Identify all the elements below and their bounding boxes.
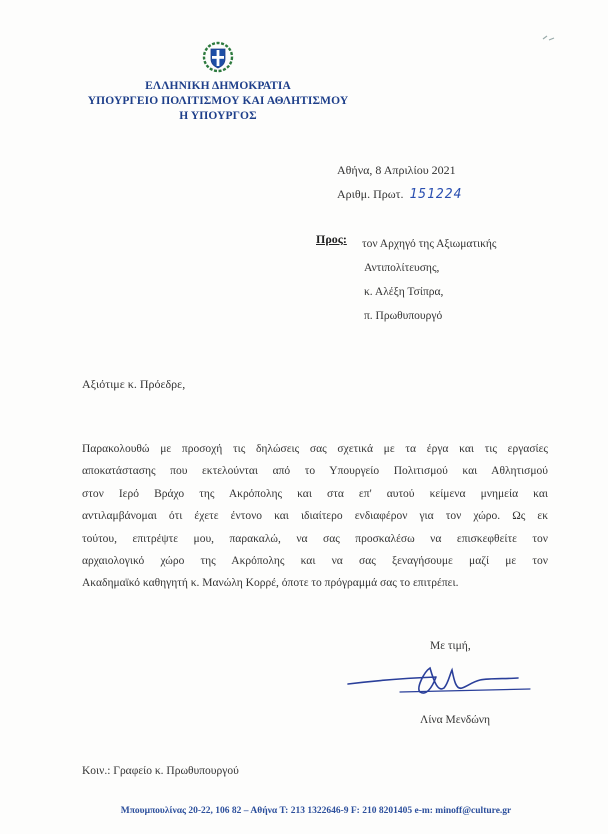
scan-mark-icon: [542, 34, 556, 44]
handwritten-signature: [340, 658, 540, 708]
body-line: αντιλαμβάνομαι ότι έχετε έντονο και ιδιαίτερο ενδιαφέρον για τον χώρο. Ως εκ: [82, 510, 548, 523]
body-line: Παρακολουθώ με προσοχή τις δηλώσεις σας σχετικά με τα έργα και τις εργασίες: [82, 443, 548, 455]
body-line: στον Ιερό Βράχο της Ακρόπολης και στα επ' αυτού κείμενα μνημεία και: [82, 487, 548, 500]
body-line: αρχαιολογικό χώρο της Ακρόπολης και να σας ξεναγήσουμε μαζί με τον: [82, 555, 548, 568]
footer-address: Μπουμπουλίνας 20-22, 106 82 – Αθήνα T: 213 1322646-9 F: 210 8201405 e-m: minoff@culture.gr: [120, 806, 512, 816]
letterhead-ministry: ΥΠΟΥΡΓΕΙΟ ΠΟΛΙΤΙΣΜΟΥ ΚΑΙ ΑΘΛΗΤΙΣΜΟΥ: [87, 95, 349, 107]
protocol-line: [337, 182, 462, 207]
body-line: αποκατάστασης που εκτελούνται από το Υπουργείο Πολιτισμού και Αθλητισμού: [82, 465, 548, 478]
recipient-line: τον Αρχηγό της Αξιωματικής: [362, 238, 497, 250]
signer-name: Λίνα Μενδώνη: [420, 714, 490, 726]
letter-body: [82, 438, 548, 595]
cc-line: Κοιν.: Γραφείο κ. Πρωθυπουργού: [82, 765, 239, 777]
closing: Με τιμή,: [430, 640, 471, 652]
recipient-line: π. Πρωθυπουργό: [364, 310, 443, 322]
letter-meta: [337, 158, 462, 207]
letterhead-minister: Η ΥΠΟΥΡΓΟΣ: [179, 110, 257, 122]
salutation: Αξιότιμε κ. Πρόεδρε,: [82, 377, 186, 391]
protocol-number: 151224: [409, 187, 463, 202]
letterhead-country: ΕΛΛΗΝΙΚΗ ΔΗΜΟΚΡΑΤΙΑ: [145, 80, 291, 92]
body-line: Ακαδημαϊκό καθηγητή κ. Μανώλη Κορρέ, όποτε το πρόγραμμά σας το επιτρέπει.: [82, 577, 459, 590]
protocol-label: Αριθμ. Πρωτ.: [337, 187, 404, 201]
greek-coat-of-arms-icon: [201, 40, 235, 74]
recipient-line: Αντιπολίτευσης,: [364, 262, 440, 274]
recipient-block: [362, 232, 496, 328]
letter-date: Αθήνα, 8 Απριλίου 2021: [337, 163, 456, 177]
body-line: τούτου, επιτρέψτε μου, παρακαλώ, να σας προσκαλέσω να επισκεφθείτε τον: [82, 532, 548, 545]
recipient-label: Προς:: [316, 232, 347, 246]
recipient-line: κ. Αλέξη Τσίπρα,: [364, 286, 444, 298]
letterhead: [82, 79, 354, 124]
